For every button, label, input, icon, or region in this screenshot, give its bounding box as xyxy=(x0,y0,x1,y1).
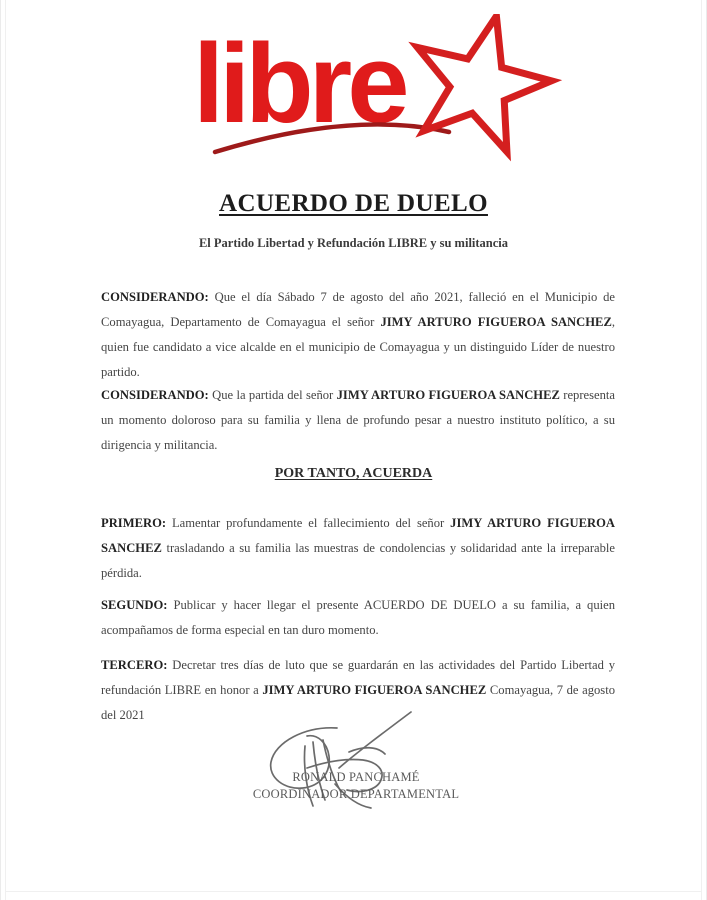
paragraph-considerando-1 xyxy=(101,285,615,385)
paragraph-text-after: Comayagua, 7 de agosto del 2021 xyxy=(101,683,615,722)
paragraph-text-before: Lamentar profundamente el fallecimiento del señor xyxy=(166,516,451,530)
paragraph-text-after: , quien fue candidato a vice alcalde en el municipio de Comayagua y un distinguido Líder de nuestro partido. xyxy=(101,315,615,379)
paragraph-text-after: representa un momento doloroso para su familia y llena de profundo pesar a nuestro instituto político, a su dirigencia y militancia. xyxy=(101,388,616,452)
signature-role: COORDINADOR DEPARTAMENTAL xyxy=(252,787,460,801)
paragraph-lead: CONSIDERANDO: xyxy=(101,388,209,402)
signature-name: RONALD PANCHAMÉ xyxy=(292,770,420,784)
paragraph-lead: PRIMERO: xyxy=(101,516,167,530)
paragraph-primero xyxy=(101,511,615,586)
logo-star-icon xyxy=(398,14,563,158)
page-edge-left xyxy=(5,0,6,900)
paragraph-considerando-2 xyxy=(101,383,615,458)
signature-block xyxy=(181,706,531,816)
section-heading-por-tanto-acuerda: POR TANTO, ACUERDA xyxy=(274,466,433,481)
logo-wordmark-text: libre xyxy=(193,21,405,146)
paragraph-lead: CONSIDERANDO: xyxy=(101,290,209,304)
paragraph-emphasis: JIMY ARTURO FIGUEROA SANCHEZ xyxy=(262,683,487,697)
paragraph-text-after: trasladando a su familia las muestras de condolencias y solidaridad ante la irreparable pérdida. xyxy=(101,541,615,580)
document-subtitle: El Partido Libertad y Refundación LIBRE y su militancia xyxy=(198,236,509,250)
paragraph-text-before: Que el día Sábado 7 de agosto del año 2021, falleció en el Municipio de Comayagua, Departamento de Comayagua el señor xyxy=(101,290,615,329)
page-edge-bottom xyxy=(5,891,702,892)
paragraph-text-before: Publicar y hacer llegar el presente ACUERDO DE DUELO a su familia, a quien acompañamos de forma especial en tan duro momento. xyxy=(101,598,615,637)
paragraph-emphasis: JIMY ARTURO FIGUEROA SANCHEZ xyxy=(101,516,615,555)
paragraph-text-before: Que la partida del señor xyxy=(208,388,337,402)
libre-party-logo xyxy=(187,14,577,164)
page-edge-right xyxy=(701,0,702,900)
paragraph-text-before: Decretar tres días de luto que se guardarán en las actividades del Partido Libertad y refundación LIBRE en honor a xyxy=(101,658,615,697)
paragraph-lead: TERCERO: xyxy=(101,658,168,672)
paragraph-lead: SEGUNDO: xyxy=(101,598,168,612)
paragraph-emphasis: JIMY ARTURO FIGUEROA SANCHEZ xyxy=(336,388,560,402)
paragraph-segundo xyxy=(101,593,615,643)
page-title: ACUERDO DE DUELO xyxy=(219,190,488,217)
paragraph-emphasis: JIMY ARTURO FIGUEROA SANCHEZ xyxy=(380,315,612,329)
